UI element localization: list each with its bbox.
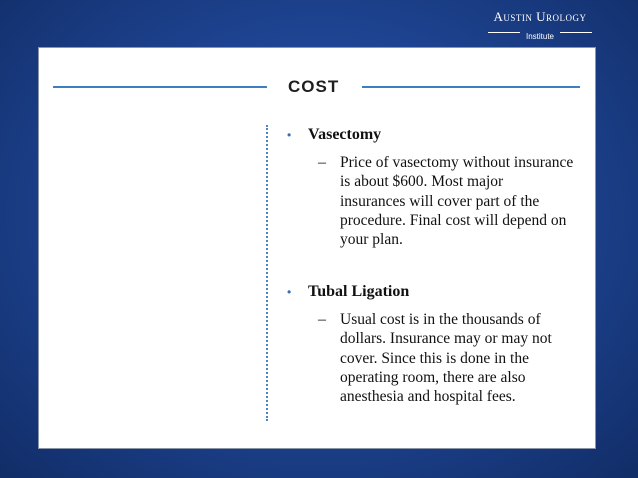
page-title: COST: [288, 77, 340, 96]
bullet-item-vasectomy: [287, 125, 381, 145]
logo-name: Austin Urology: [493, 9, 587, 24]
heading-rule-right: [362, 86, 580, 88]
logo-line-left: [488, 32, 520, 33]
bullet-title: Vasectomy: [308, 126, 382, 143]
sub-item-text: Usual cost is in the thousands of dollars. Insurance may or may not cover. Since this is done in the operating room, there are also anesthesia and hospital fees.: [340, 311, 552, 406]
bullet-icon: •: [287, 285, 292, 299]
logo-subtitle-row: [480, 26, 600, 41]
bullet-icon: •: [287, 128, 292, 142]
heading-rule-left: [53, 86, 267, 88]
dash-icon: ‒: [318, 154, 326, 171]
sub-item-text: Price of vasectomy without insurance is about $600. Most major insurances will cover part of the procedure. Final cost will depend on your plan.: [340, 154, 574, 249]
dotted-divider: [266, 125, 268, 421]
logo-line-right: [560, 32, 592, 33]
bullet-item-tubal-ligation: [287, 282, 409, 302]
sub-item-vasectomy: [318, 153, 590, 249]
sub-item-tubal-ligation: [318, 310, 590, 406]
logo-subtitle: Institute: [525, 32, 554, 41]
bullet-title: Tubal Ligation: [308, 283, 410, 300]
dash-icon: ‒: [318, 311, 326, 328]
austin-urology-logo: [480, 9, 600, 41]
content-panel: [38, 47, 596, 449]
